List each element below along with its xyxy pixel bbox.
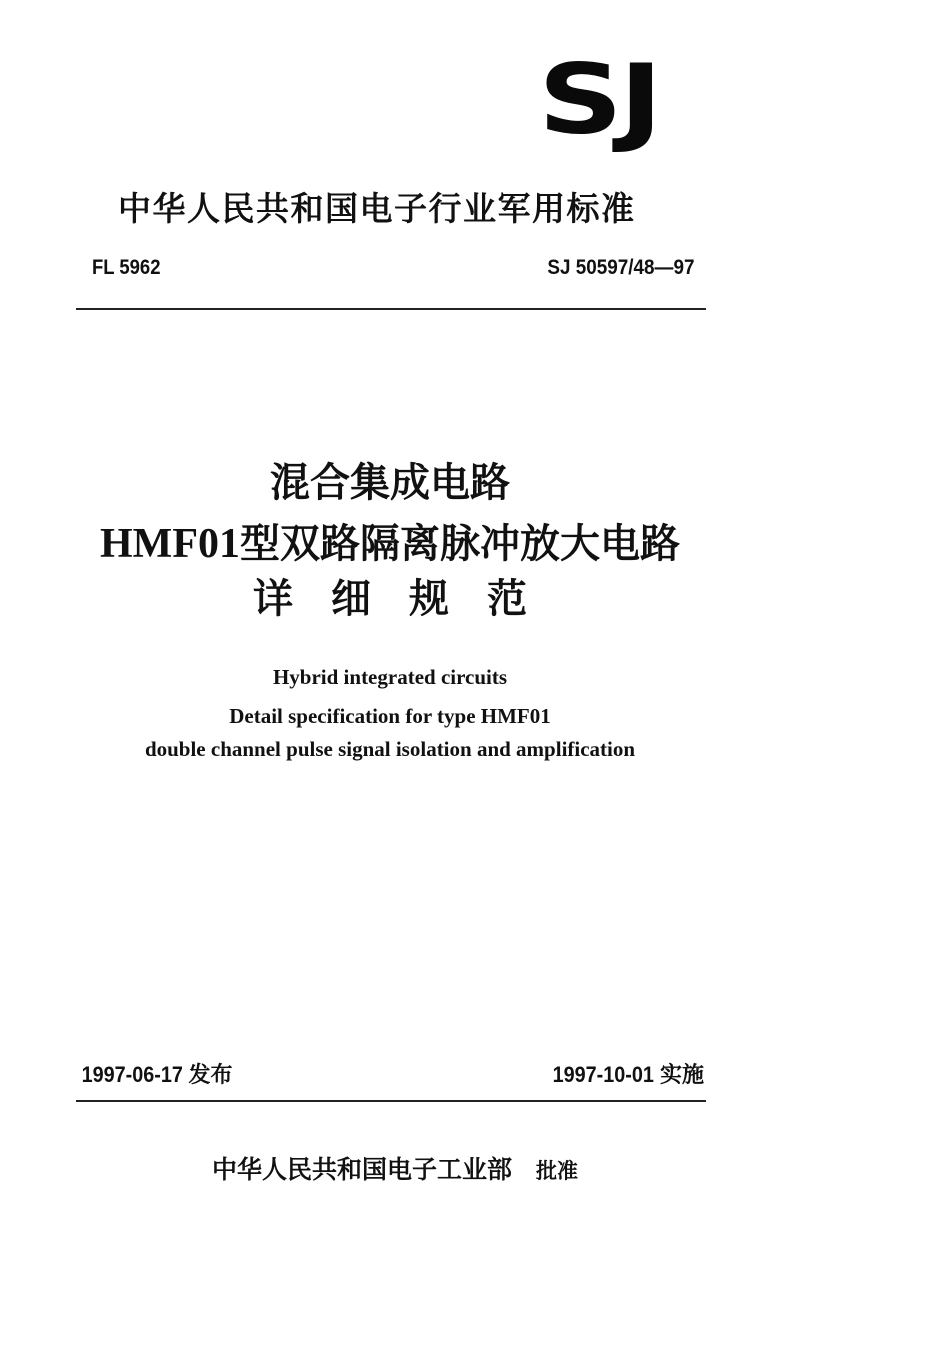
issue-date-label: 发布 — [188, 1063, 233, 1088]
standard-number: SJ 50597/48—97 — [546, 256, 694, 279]
issue-date — [76, 1058, 233, 1089]
sj-logo: SJ — [538, 42, 659, 156]
classification-code: FL 5962 — [92, 256, 161, 279]
title-cn-line3: 详细规范 — [253, 576, 565, 622]
title-en-line1: Hybrid integrated circuits — [272, 665, 508, 689]
implement-date-value: 1997-10-01 — [553, 1062, 655, 1087]
title-cn-line2-text: 型双路隔离脉冲放大电路 — [239, 521, 680, 567]
title-cn-line1: 混合集成电路 — [270, 460, 510, 506]
implement-date-label: 实施 — [659, 1063, 704, 1088]
approve-label: 批准 — [536, 1159, 579, 1183]
title-en-line3: double channel pulse signal isolation and amplification — [144, 737, 636, 761]
footer-divider — [76, 1100, 706, 1102]
implement-date — [547, 1058, 704, 1089]
issuing-body-title: 中华人民共和国电子行业军用标准 — [118, 189, 636, 228]
title-cn-model: HMF01 — [100, 521, 240, 567]
approving-authority — [212, 1150, 578, 1186]
title-en-line2: Detail specification for type HMF01 — [229, 704, 551, 728]
title-cn-line2 — [60, 512, 720, 569]
approver-name: 中华人民共和国电子工业部 — [212, 1155, 513, 1184]
header-divider — [76, 308, 706, 310]
issue-date-value: 1997-06-17 — [81, 1062, 183, 1087]
